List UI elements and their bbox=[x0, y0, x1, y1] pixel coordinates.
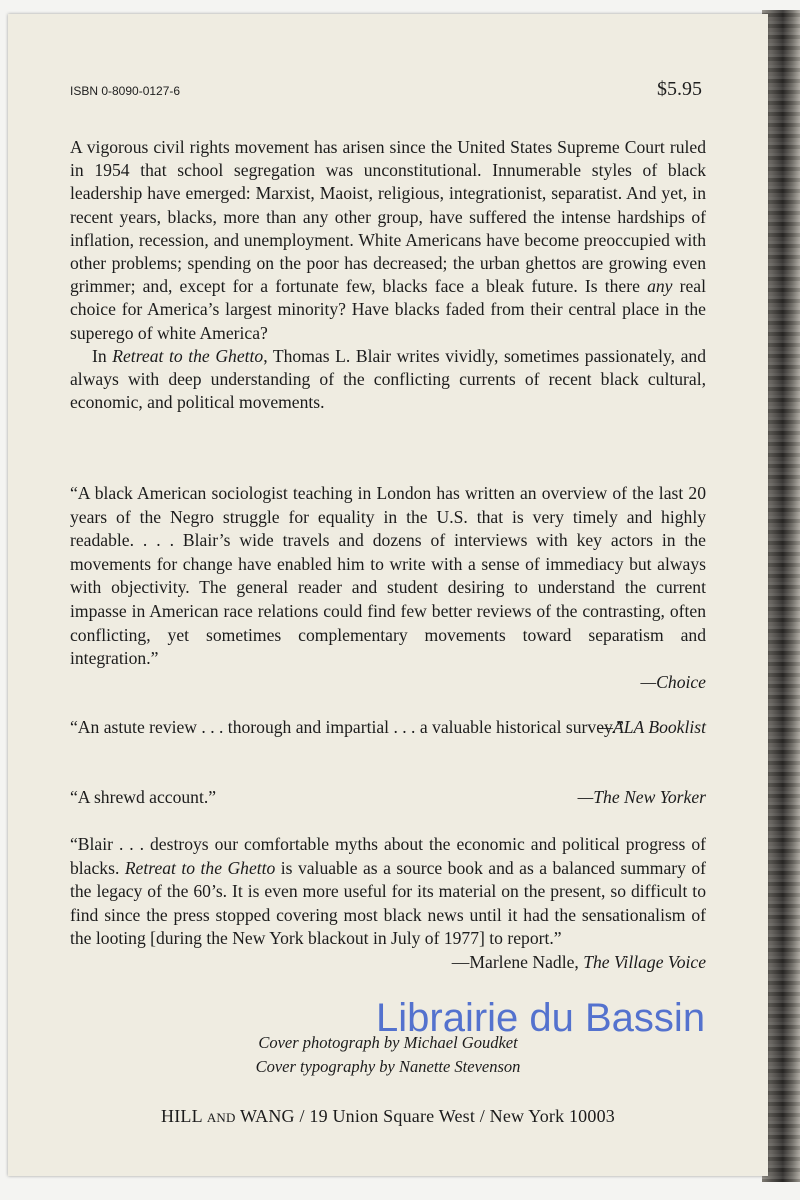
photo-credit: Cover photograph by Michael Goudket bbox=[258, 1033, 518, 1052]
review-quote: “A black American sociologist teaching in London has written an overview of the last 20 years of the Negro struggle for equality in the U.S. that is very timely and highly readable. . . . Blair’s wide travels and dozens of interviews with key actors in the movements for change have enabled him to write with a sense of immediacy but always with objectivity. The general reader and student desiring to understand the current impasse in American race relations could find few better reviews of the contrasting, often conflicting, yet sometimes complementary movements toward separatism and integration.” bbox=[70, 483, 706, 669]
review-choice bbox=[70, 482, 706, 694]
publisher-line: HILL AND WANG / 19 Union Square West / New York 10003 bbox=[161, 1106, 615, 1126]
review-quote: “Blair . . . destroys our comfortable myths about the economic and political progress of blacks. Retreat to the Ghetto is valuable as a source book and as a balanced summary of the legacy of the 60’s. It is even more useful for its material on the present, so difficult to find since the press stopped covering most black news until it had the sensationalism of the looting [during the New York blackout in July of 1977] to report.” bbox=[70, 834, 707, 949]
review-ala-booklist bbox=[70, 716, 706, 739]
isbn-number: ISBN 0-8090-0127-6 bbox=[70, 84, 181, 98]
review-quote: “An astute review . . . thorough and impartial . . . a valuable historical survey.” bbox=[70, 717, 624, 737]
price-label: $5.95 bbox=[657, 78, 702, 100]
blurb-paragraph-2: In Retreat to the Ghetto, Thomas L. Blair writes vividly, sometimes passionately, and always with deep understanding of the conflicting currents of recent black cultural, economic, and political movements. bbox=[70, 345, 707, 413]
review-village-voice bbox=[70, 833, 706, 975]
review-source: —The New Yorker bbox=[577, 787, 706, 807]
blurb-paragraph-1: A vigorous civil rights movement has arisen since the United States Supreme Court ruled in 1954 that school segregation was unconstitutional. Innumerable styles of black leadership have emerged: Marxist, Maoist, religious, integrationist, separatist. And yet, in recent years, blacks, more than any other group, have suffered the intense hardships of inflation, recession, and unemployment. White Americans have become preoccupied with other problems; spending on the poor has decreased; the urban ghettos are growing even grimmer; and, except for a fortunate few, blacks face a bleak future. Is there any real choice for America’s largest minority? Have blacks faded from their central place in the superego of white America? bbox=[70, 137, 707, 343]
watermark-text: Librairie du Bassin bbox=[376, 996, 706, 1040]
emphasis-any: any bbox=[647, 276, 673, 297]
review-source: —Choice bbox=[640, 671, 706, 692]
review-source: —ALA Booklist bbox=[597, 716, 706, 737]
review-new-yorker bbox=[70, 786, 706, 810]
book-title: Retreat to the Ghetto bbox=[124, 857, 276, 878]
review-source: —Marlene Nadle, The Village Voice bbox=[451, 951, 706, 972]
description-blurb bbox=[70, 136, 706, 414]
book-title: Retreat to the Ghetto bbox=[112, 345, 264, 366]
review-quote: “A shrewd account.” bbox=[70, 787, 217, 807]
typography-credit: Cover typography by Nanette Stevenson bbox=[255, 1057, 521, 1076]
